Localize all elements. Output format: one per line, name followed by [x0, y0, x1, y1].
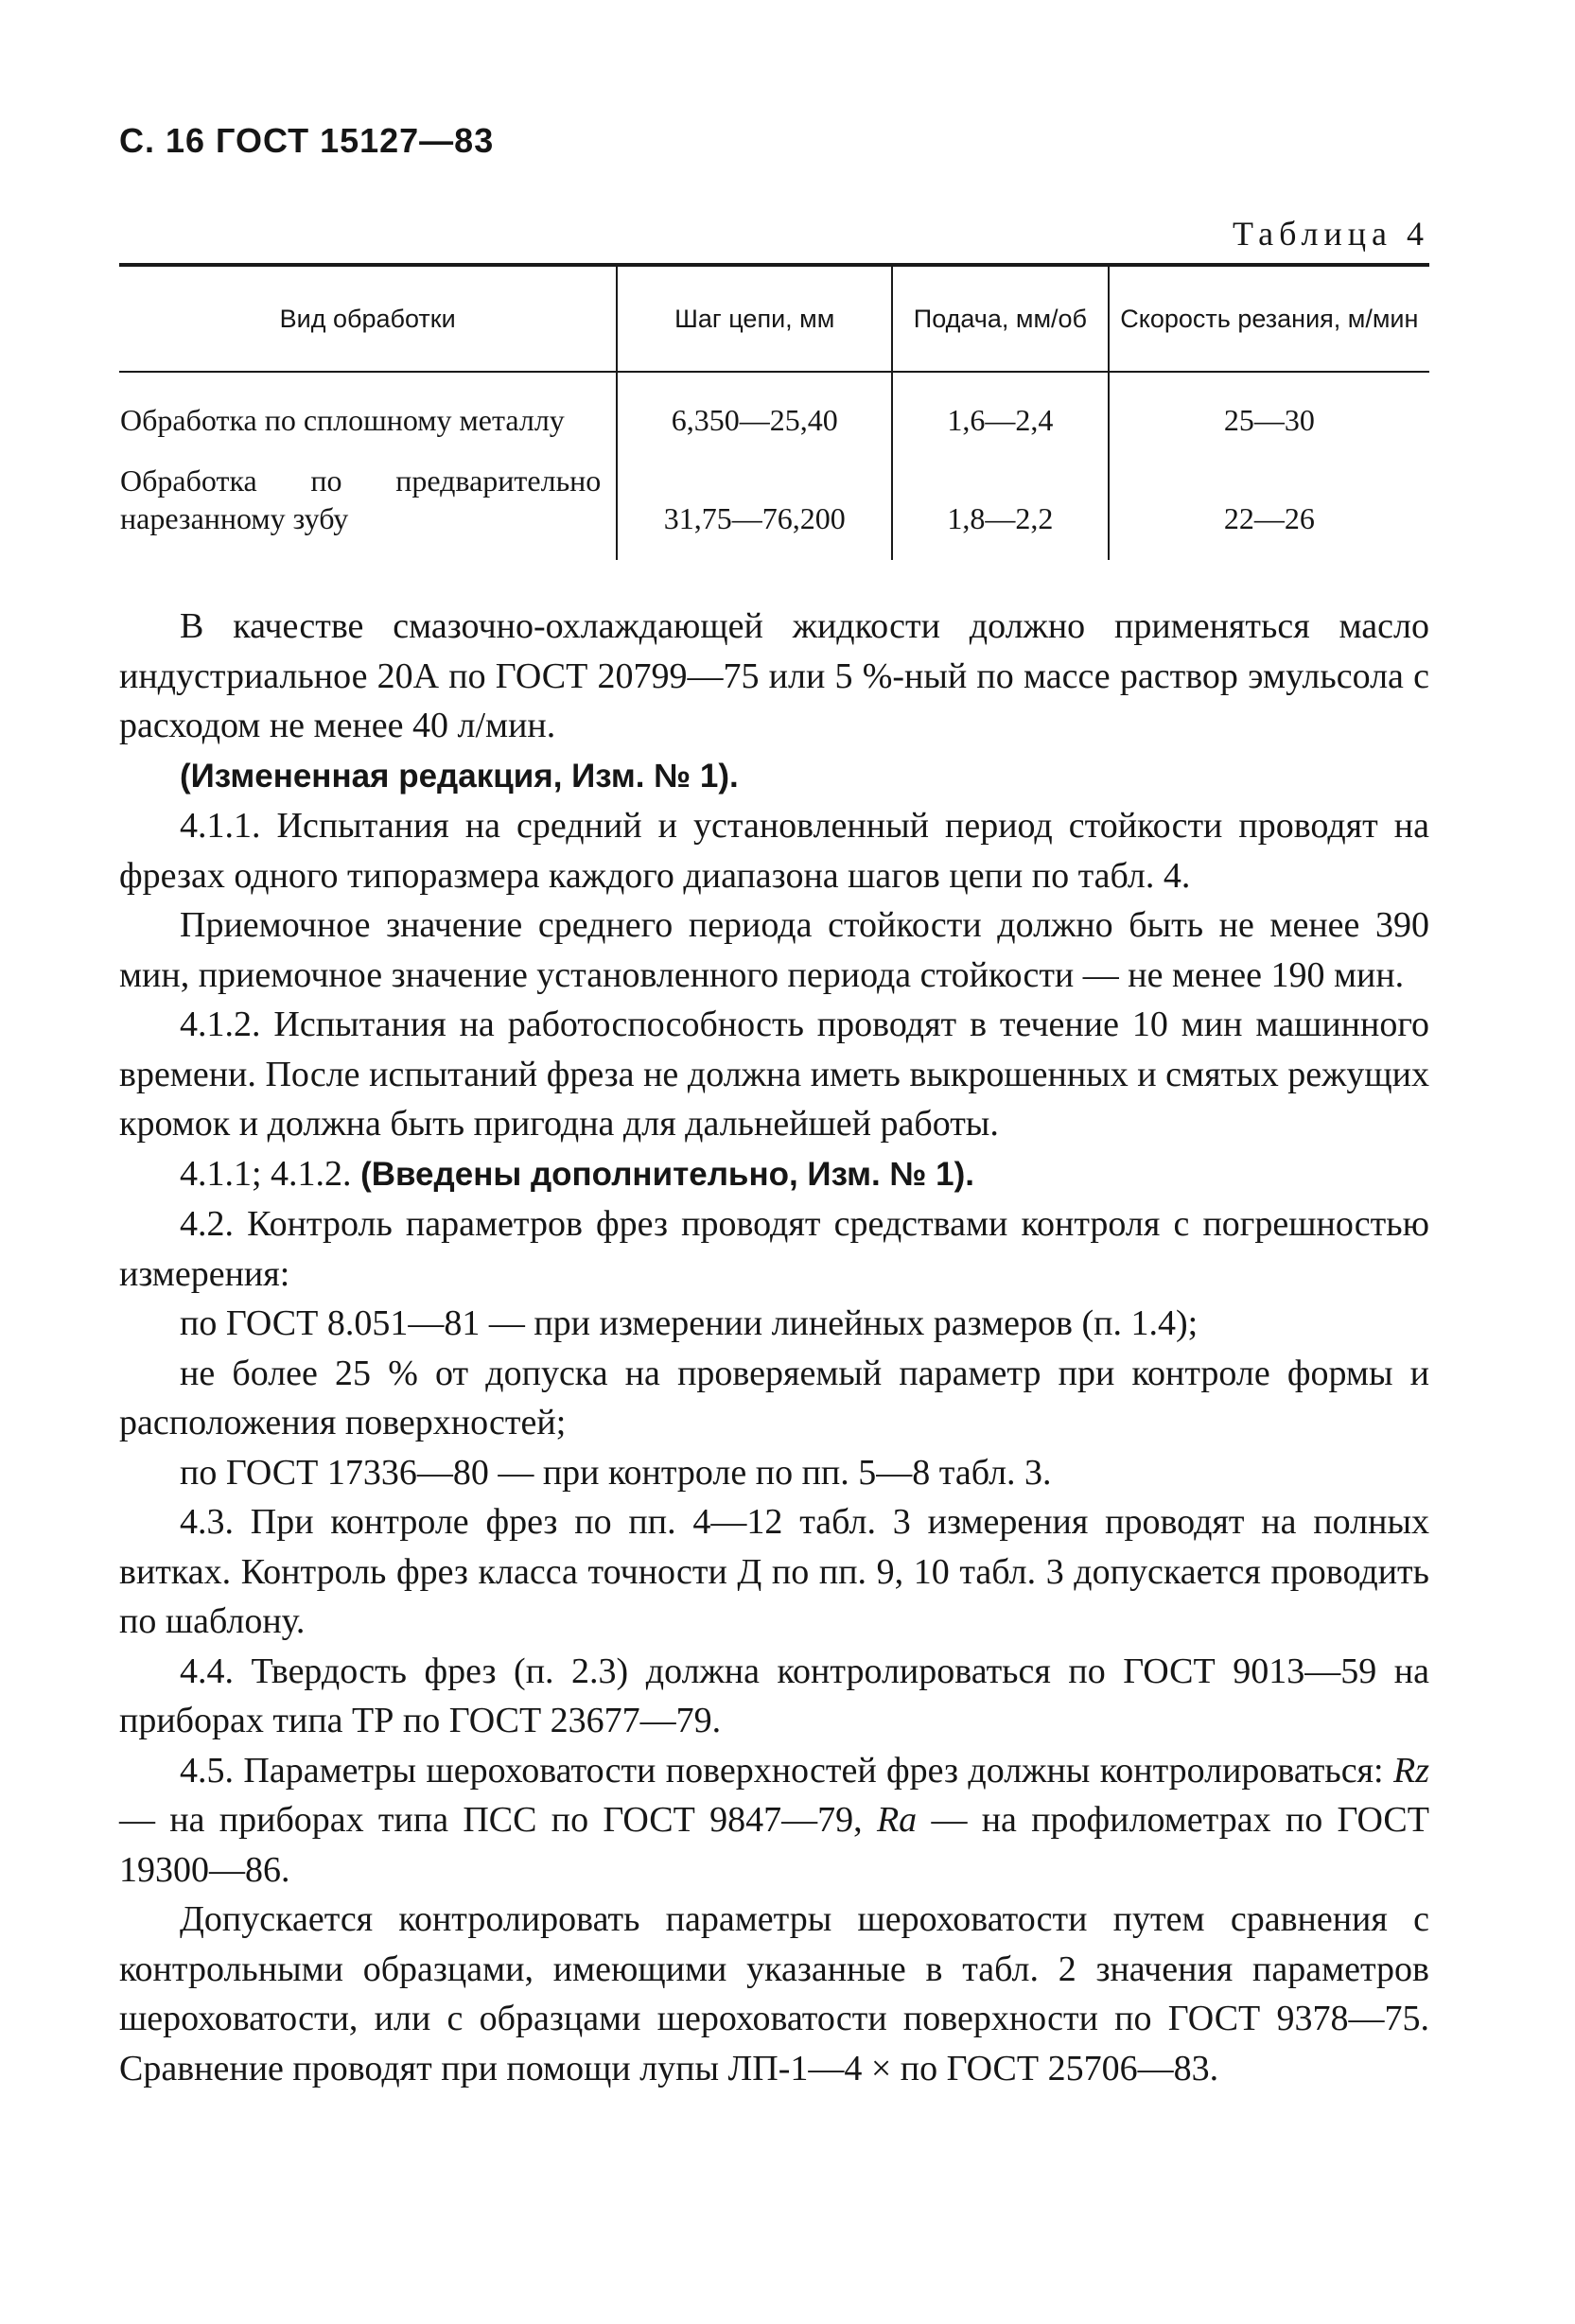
table-row	[119, 452, 1429, 560]
column-header: Подача, мм/об	[892, 265, 1109, 372]
text-span: 4.5. Параметры шероховатости поверхностей фрез должны контролироваться:	[180, 1750, 1393, 1791]
paragraph	[119, 1746, 1429, 1896]
amendment-note-text: (Измененная редакция, Изм. № 1).	[180, 757, 739, 795]
amendment-note	[119, 751, 1429, 802]
paragraph: 4.3. При контроле фрез по пп. 4—12 табл. 3 измерения проводят на полных витках. Контроль фрез класса точности Д по пп. 9, 10 табл. 3 допускается проводить по шаблону.	[119, 1502, 1429, 1641]
text-span: — на профилометрах по ГОСТ 19300—86.	[119, 1800, 1429, 1890]
column-header: Вид обработки	[119, 265, 617, 372]
table-cell: 22—26	[1109, 452, 1429, 560]
paragraph: В качестве смазочно-охлаждающей жидкости должно применяться масло индустриальное 20А по ГОСТ 20799—75 или 5 %-ный по массе раствор эмульсола с расходом не менее 40 л/мин.	[119, 606, 1429, 745]
paragraph: Приемочное значение среднего периода стойкости должно быть не менее 390 мин, приемочное значение установленного периода стойкости — не менее 190 мин.	[119, 905, 1429, 995]
table-cell: Обработка по сплошному металлу	[120, 403, 565, 437]
table	[119, 263, 1429, 560]
table-row	[119, 372, 1429, 452]
table-cell: Обработка по предварительно нарезанному зубу	[120, 463, 602, 535]
paragraph: по ГОСТ 17336—80 — при контроле по пп. 5—8 табл. 3.	[180, 1452, 1052, 1493]
column-header: Шаг цепи, мм	[617, 265, 892, 372]
paragraph: по ГОСТ 8.051—81 — при измерении линейных размеров (п. 1.4);	[180, 1303, 1199, 1343]
column-header: Скорость резания, м/мин	[1109, 265, 1429, 372]
table-caption: Таблица 4	[1233, 215, 1429, 253]
rz-symbol: Rz	[1393, 1750, 1429, 1791]
clause-refs: 4.1.1; 4.1.2.	[180, 1153, 361, 1194]
table-cell: 31,75—76,200	[617, 452, 892, 560]
table-cell: 1,8—2,2	[892, 452, 1109, 560]
table-header-row	[119, 265, 1429, 372]
ra-symbol: Ra	[876, 1800, 918, 1840]
cutting-modes-table	[119, 263, 1429, 560]
text-span: — на приборах типа ПСС по ГОСТ 9847—79,	[119, 1800, 877, 1840]
amendment-note-text: (Введены дополнительно, Изм. № 1).	[360, 1155, 975, 1193]
paragraph: 4.1.2. Испытания на работоспособность проводят в течение 10 мин машинного времени. После испытаний фреза не должна иметь выкрошенных и смятых режущих кромок и должна быть пригодна для дальнейшей работы.	[119, 1005, 1429, 1144]
page-header: С. 16 ГОСТ 15127—83	[119, 121, 495, 160]
paragraph: не более 25 % от допуска на проверяемый параметр при контроле формы и расположения поверхностей;	[119, 1353, 1429, 1442]
table-cell: 1,6—2,4	[892, 372, 1109, 452]
paragraph: 4.2. Контроль параметров фрез проводят средствами контроля с погрешностью измерения:	[119, 1204, 1429, 1294]
paragraph: 4.1.1. Испытания на средний и установленный период стойкости проводят на фрезах одного типоразмера каждого диапазона шагов цепи по табл. 4.	[119, 806, 1429, 896]
amendment-note	[119, 1149, 1429, 1200]
paragraph: 4.4. Твердость фрез (п. 2.3) должна контролироваться по ГОСТ 9013—59 на приборах типа ТР по ГОСТ 23677—79.	[119, 1651, 1429, 1740]
paragraph: Допускается контролировать параметры шероховатости путем сравнения с контрольными образцами, имеющими указанные в табл. 2 значения параметров шероховатости, или с образцами шероховатости поверхности по ГОСТ 9378—75. Сравнение проводят при помощи лупы ЛП-1—4 × по ГОСТ 25706—83.	[119, 1899, 1429, 2088]
table-cell: 6,350—25,40	[617, 372, 892, 452]
table-cell: 25—30	[1109, 372, 1429, 452]
body-text	[119, 602, 1429, 2093]
